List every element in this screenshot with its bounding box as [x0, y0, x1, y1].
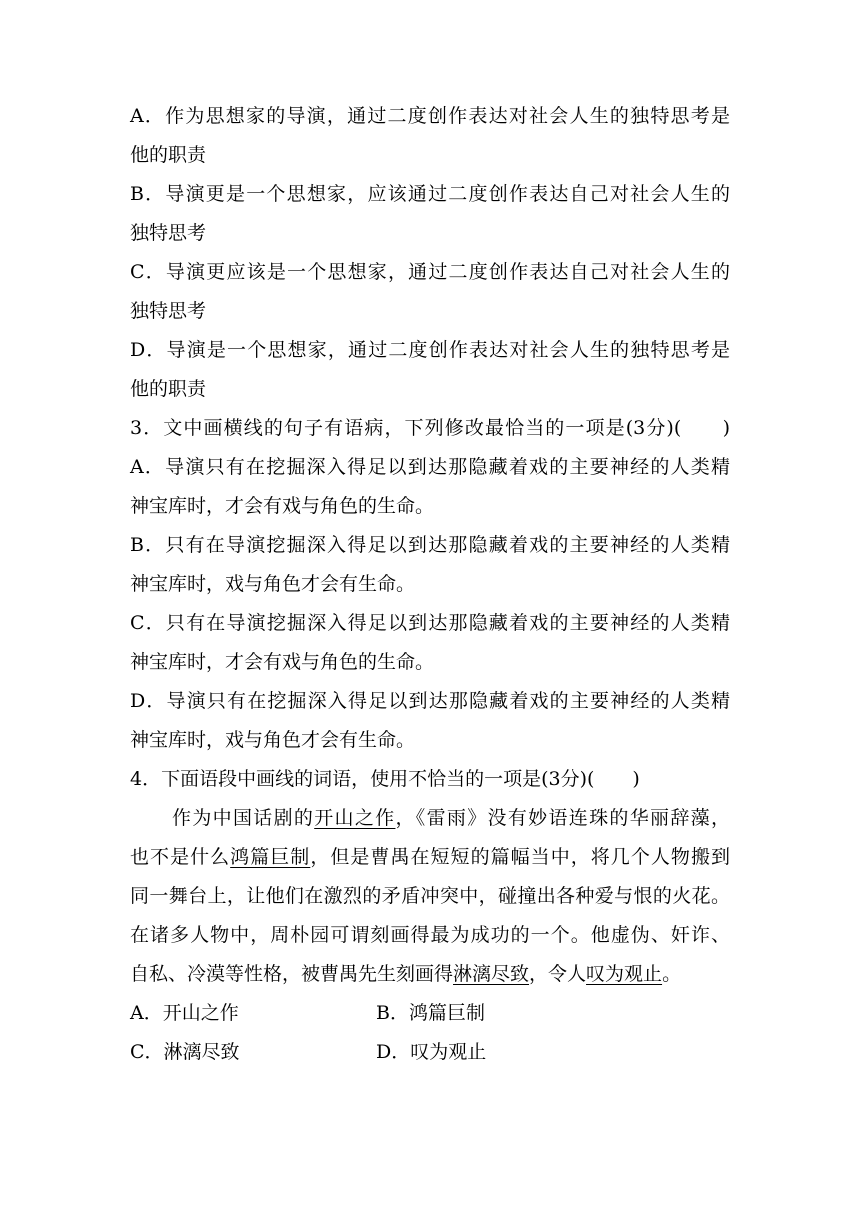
option-line: C．只有在导演挖掘深入得足以到达那隐藏着戏的主要神经的人类精: [130, 612, 730, 634]
option-line: A．作为思想家的导演，通过二度创作表达对社会人生的独特思考是: [130, 105, 730, 127]
q3-option-d: [130, 682, 730, 760]
option-line: C．导演更应该是一个思想家，通过二度创作表达自己对社会人生的: [130, 261, 730, 283]
q3-option-b: [130, 526, 730, 604]
passage-line: [130, 838, 730, 877]
q2-option-d: [130, 331, 730, 409]
q3-option-c: [130, 604, 730, 682]
q3-option-a: [130, 448, 730, 526]
passage-line: [130, 955, 730, 994]
passage-text: 也不是什么: [130, 846, 231, 868]
q3-stem: 3．文中画横线的句子有语病，下列修改最恰当的一项是(3分)( ): [130, 417, 730, 439]
q4-option-c: C．淋漓尽致: [130, 1041, 240, 1063]
underlined-term: 叹为观止: [586, 963, 663, 985]
option-line: 神宝库时，戏与角色才会有生命。: [130, 729, 416, 751]
passage-text: 自私、冷漠等性格，被曹禺先生刻画得: [130, 963, 454, 985]
q4-option-d: D．叹为观止: [376, 1041, 487, 1063]
q4-option-b: B．鸿篇巨制: [376, 1002, 485, 1024]
option-line: B．只有在导演挖掘深入得足以到达那隐藏着戏的主要神经的人类精: [130, 534, 730, 556]
q4-options-row: [130, 994, 730, 1033]
underlined-term: 淋漓尽致: [453, 963, 530, 985]
option-line: D．导演是一个思想家，通过二度创作表达对社会人生的独特思考是: [130, 339, 730, 361]
passage-text: 作为中国话剧的: [172, 807, 315, 829]
passage-line: 同一舞台上，让他们在激烈的矛盾冲突中，碰撞出各种爱与恨的火花。: [130, 885, 730, 907]
option-line: B．导演更是一个思想家，应该通过二度创作表达自己对社会人生的: [130, 183, 730, 205]
passage-text: ，令人: [529, 963, 587, 985]
q2-option-b: [130, 175, 730, 253]
q4-option-a: A．开山之作: [130, 1002, 239, 1024]
passage-line: [130, 799, 730, 838]
option-line: 他的职责: [130, 378, 207, 400]
passage-text: 。: [662, 963, 682, 985]
option-line: A．导演只有在挖掘深入得足以到达那隐藏着戏的主要神经的人类精: [130, 456, 730, 478]
option-line: 独特思考: [130, 222, 207, 244]
option-line: 神宝库时，才会有戏与角色的生命。: [130, 651, 435, 673]
option-line: D．导演只有在挖掘深入得足以到达那隐藏着戏的主要神经的人类精: [130, 690, 730, 712]
q2-option-a: [130, 97, 730, 175]
passage-text: ，但是曹禺在短短的篇幅当中，将几个人物搬到: [310, 846, 730, 868]
option-line: 他的职责: [130, 144, 207, 166]
option-line: 神宝库时，才会有戏与角色的生命。: [130, 495, 435, 517]
q4-passage: [130, 799, 730, 994]
question-text-block: [130, 97, 730, 1072]
q4-options-row: [130, 1033, 730, 1072]
q2-option-c: [130, 253, 730, 331]
passage-text: ，《雷雨》没有妙语连珠的华丽辞藻，: [395, 807, 730, 829]
option-line: 独特思考: [130, 300, 207, 322]
option-line: 神宝库时，戏与角色才会有生命。: [130, 573, 416, 595]
q4-stem: 4．下面语段中画线的词语，使用不恰当的一项是(3分)( ): [130, 768, 640, 790]
underlined-term: 鸿篇巨制: [230, 846, 311, 868]
underlined-term: 开山之作: [314, 807, 396, 829]
passage-line: 在诸多人物中，周朴园可谓刻画得最为成功的一个。他虚伪、奸诈、: [130, 924, 730, 946]
